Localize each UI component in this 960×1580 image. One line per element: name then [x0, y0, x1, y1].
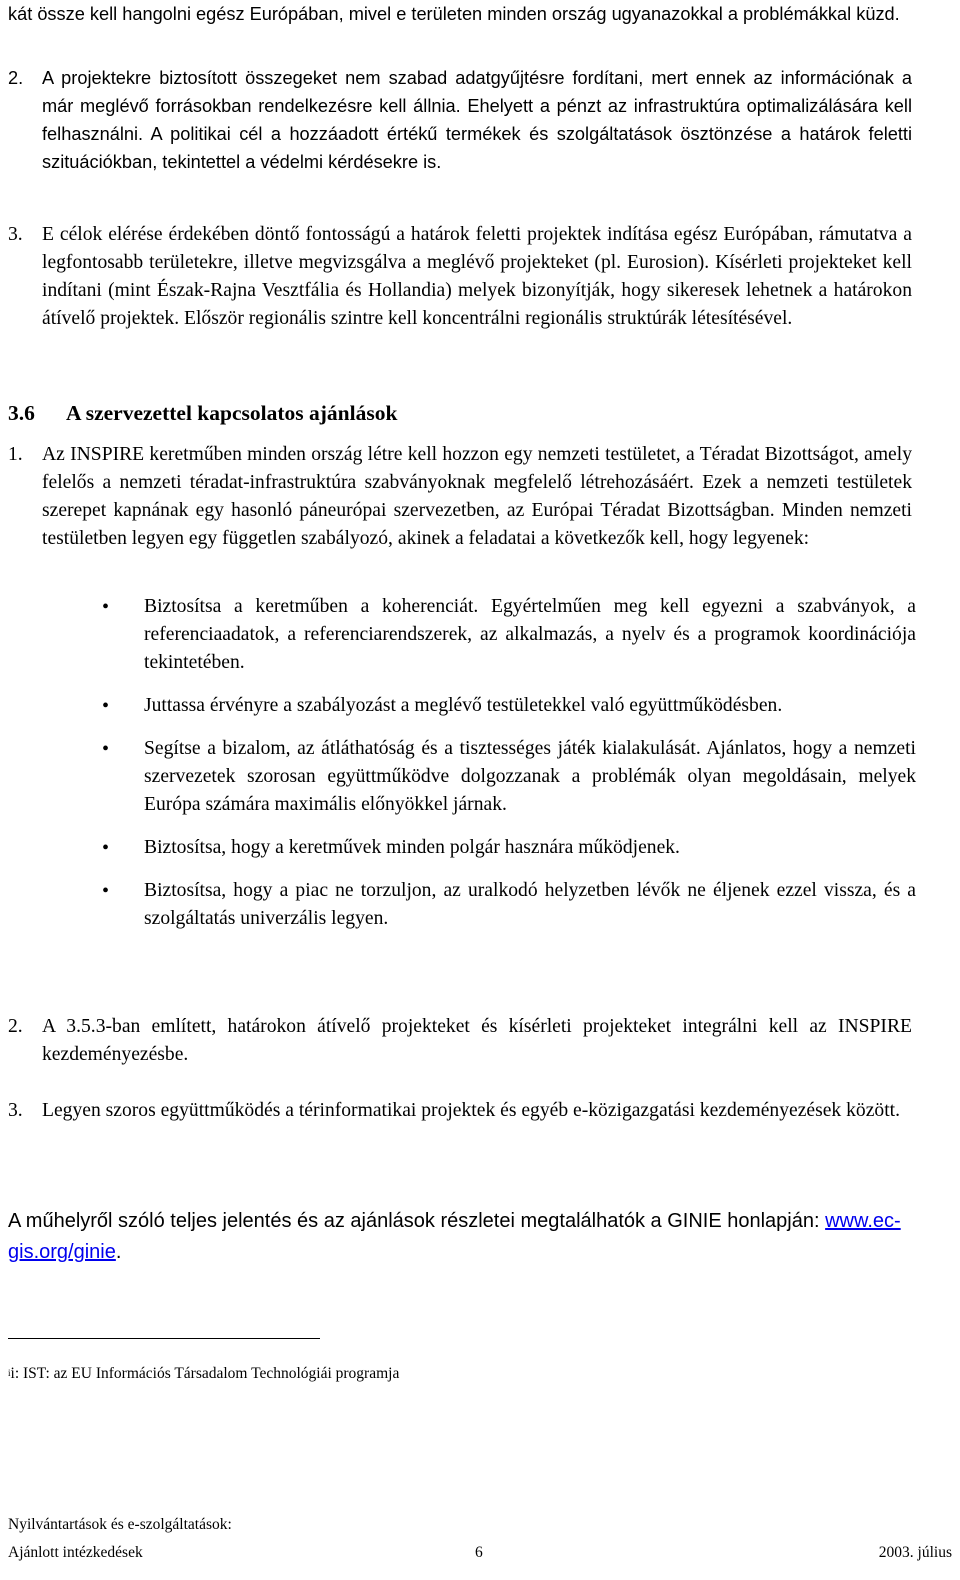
closing-text: A műhelyről szóló teljes jelentés és az ajánlások részletei megtalálhatók a GINIE honlapján:: [8, 1210, 826, 1232]
item-label: 2.: [8, 68, 24, 88]
item-label: 2.: [8, 1016, 23, 1037]
bullet-icon: •: [102, 880, 110, 902]
numbered-item-3-prev: [8, 221, 912, 333]
item-text: Legyen szoros együttműködés a térinformatikai projektek és egyéb e-közigazgatási kezdeményezések között.: [42, 1100, 900, 1121]
section-heading: [8, 398, 397, 428]
item-text: Az INSPIRE keretműben minden ország létre kell hozzon egy nemzeti testületet, a Téradat Bizottságot, amely felelős a nemzeti téradat-infrastruktúra szabványoknak megfelelő létrehozásáért. Ezek a nemzeti testületek szerepet kapnának egy hasonló páneurópai szervezetben, az Európai Téradat Bizottságban. Minden nemzeti testületben legyen egy független szabályozó, akinek a feladatai a következők kell, hogy legyenek:: [42, 444, 912, 549]
item-text: A projektekre biztosított összegeket nem szabad adatgyűjtésre fordítani, mert ennek az információnak a már meglévő forrásokban rendelkezésre kell állnia. Ehelyett a pénzt az infrastruktúra optimalizálására kell felhasználni. A politikai cél a hozzáadott értékű termékek és szolgáltatások ösztönzése a határok feletti szituációkban, tekintettel a védelmi kérdésekre is.: [42, 68, 912, 172]
section-title: A szervezettel kapcsolatos ajánlások: [66, 401, 398, 425]
footnote: [8, 1364, 399, 1384]
ginie-link[interactable]: www.ec-gis.org/ginie: [8, 1210, 901, 1263]
footnote-marker: i: [8, 1368, 11, 1378]
item-text: E célok elérése érdekében döntő fontosságú a határok feletti projektek indítása egész Európában, rámutatva a legfontosabb területekre, illetve megvizsgálva a meglévő projekteket (pl. Eurosion). Kísérleti projekteket kell indítani (mint Észak-Rajna Vesztfália és Hollandia) melyek bizonyítják, hogy sikeresek lehetnek a határokon átívelő projektek. Először regionális szintre kell koncentrálni regionális struktúrák létesítésével.: [42, 224, 912, 329]
bullet-item: • Biztosítsa, hogy a keretművek minden polgár hasznára működjenek.: [96, 834, 916, 862]
item-text: A 3.5.3-ban említett, határokon átívelő projekteket és kísérleti projekteket integrálni kell az INSPIRE kezdeményezésbe.: [42, 1016, 912, 1065]
bullet-list: [96, 593, 916, 948]
footnote-text: i: IST: az EU Információs Társadalom Technológiái programja: [10, 1365, 400, 1382]
bullet-icon: •: [102, 695, 110, 717]
footer-section: Ajánlott intézkedések: [8, 1544, 143, 1561]
numbered-item-3: [8, 1097, 912, 1125]
bullet-item: • Biztosítsa, hogy a piac ne torzuljon, az uralkodó helyzetben lévők ne éljenek ezzel vissza, és a szolgáltatás univerzális legyen.: [96, 877, 916, 933]
footer: [8, 1544, 952, 1568]
item-label: 1.: [8, 444, 23, 465]
bullet-item: • Segítse a bizalom, az átláthatóság és a tisztességes játék kialakulását. Ajánlatos, hogy a nemzeti szervezetek szorosan együttműködve dolgozzanak a problémák olyan megoldásain, melyek Európa számára maximális előnyökkel járnak.: [96, 735, 916, 819]
numbered-item-1: [8, 441, 912, 553]
item-label: 3.: [8, 1100, 23, 1121]
footer-date: 2003. július: [878, 1544, 952, 1561]
page-number: 6: [475, 1544, 483, 1561]
item-label: 3.: [8, 224, 23, 245]
footnote-divider: [8, 1338, 320, 1339]
section-number: 3.6: [8, 401, 35, 425]
intro-paragraph: kát össze kell hangolni egész Európában, mivel e területen minden ország ugyanazokkal a problémákkal küzd.: [8, 4, 900, 24]
bullet-icon: •: [102, 596, 110, 618]
bullet-icon: •: [102, 738, 110, 760]
closing-paragraph: A műhelyről szóló teljes jelentés és az ajánlások részletei megtalálhatók a GINIE honlapján: www.ec-gis.org/ginie.: [8, 1210, 901, 1263]
numbered-item-2: [8, 1013, 912, 1069]
bullet-item: • Biztosítsa a keretműben a koherenciát. Egyértelműen meg kell egyezni a szabványok, a referenciaadatok, a referenciarendszerek, az alkalmazás, a nyelv és a programok koordinációja tekintetében.: [96, 593, 916, 677]
numbered-item-2-prev: [8, 64, 912, 176]
bullet-icon: •: [102, 837, 110, 859]
bullet-item: • Juttassa érvényre a szabályozást a meglévő testületekkel való együttműködésben.: [96, 692, 916, 720]
footer-title: Nyilvántartások és e-szolgáltatások:: [8, 1516, 232, 1533]
